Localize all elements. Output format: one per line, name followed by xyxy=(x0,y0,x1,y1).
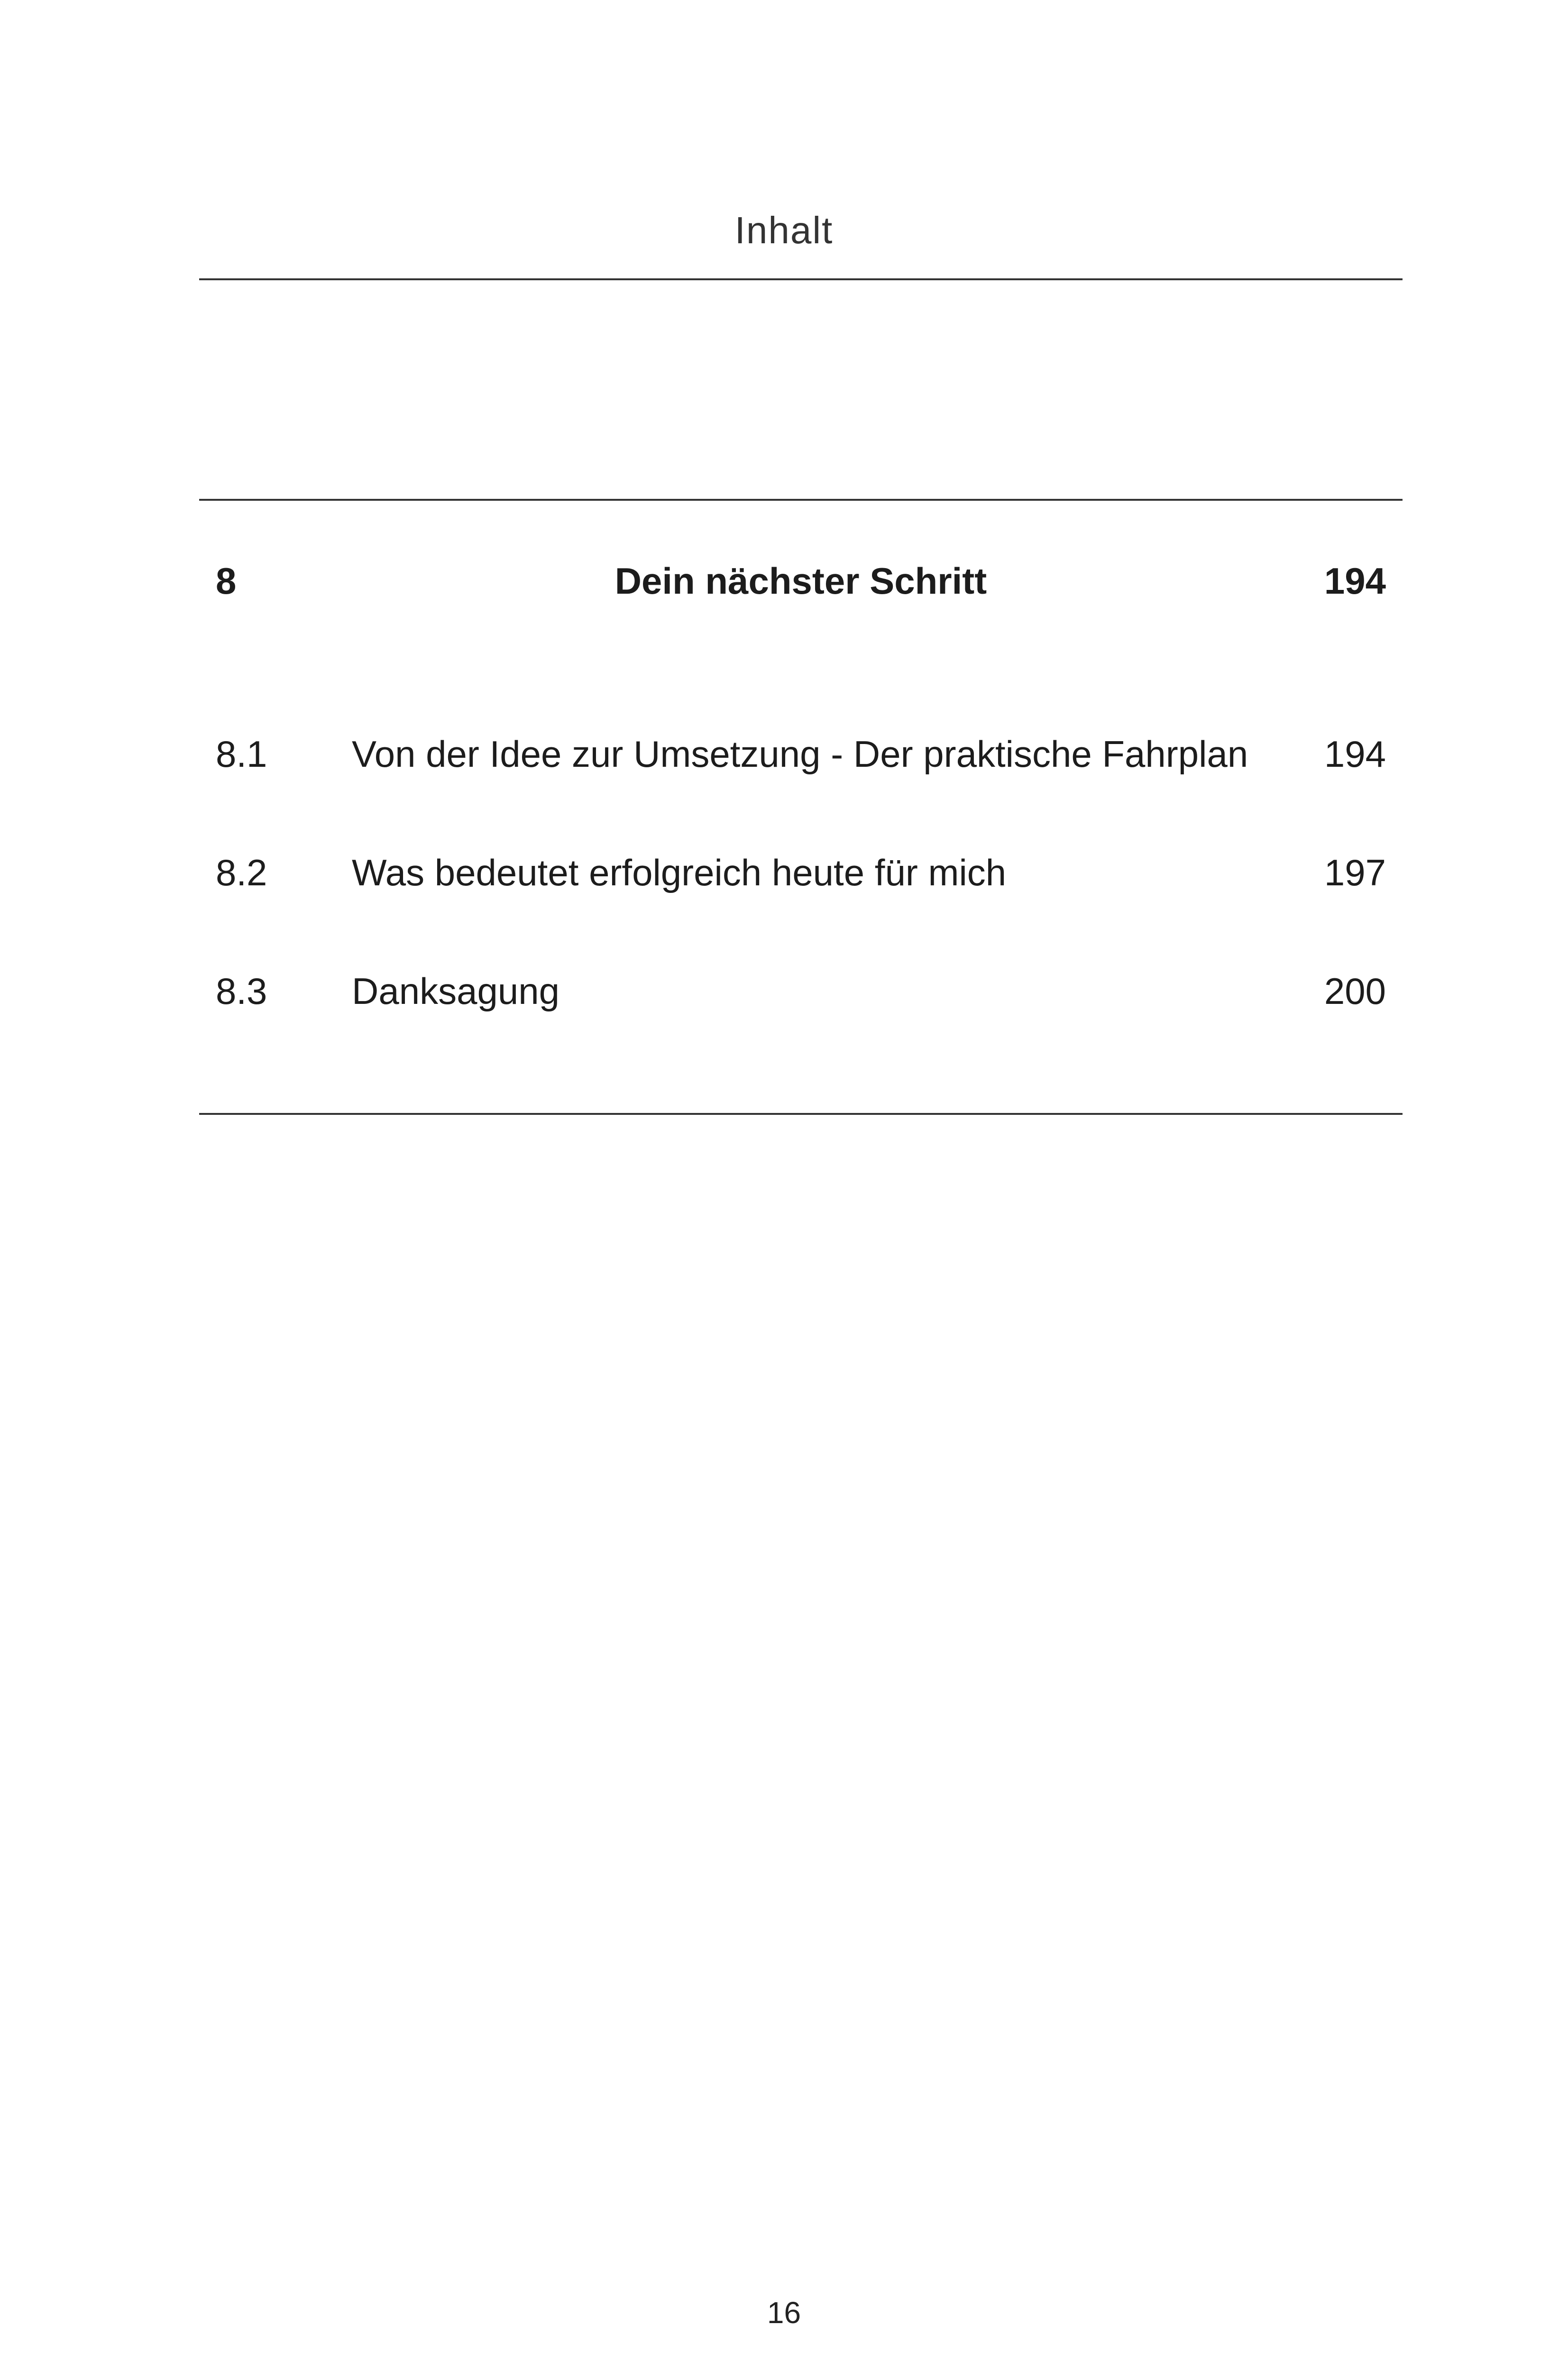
entry-page: 200 xyxy=(1324,970,1386,1012)
chapter-title: Dein nächster Schritt xyxy=(614,560,987,602)
entry-number: 8.2 xyxy=(216,852,267,893)
entry-page: 194 xyxy=(1324,733,1386,775)
entry-number: 8.1 xyxy=(216,733,267,775)
entry-title: Was bedeutet erfolgreich heute für mich xyxy=(352,852,1007,893)
toc-bottom-rule xyxy=(199,1113,1403,1115)
chapter-number: 8 xyxy=(216,560,237,602)
entry-title: Danksagung xyxy=(352,970,559,1012)
running-header-title: Inhalt xyxy=(734,209,834,251)
entry-page: 197 xyxy=(1324,852,1386,893)
page-number: 16 xyxy=(767,2296,801,2330)
toc-chapter-row xyxy=(199,555,1403,607)
entry-number: 8.3 xyxy=(216,970,267,1012)
toc-entry-row xyxy=(199,728,1403,780)
chapter-page: 194 xyxy=(1324,560,1386,602)
toc-entry-row xyxy=(199,965,1403,1017)
header-rule xyxy=(199,278,1403,280)
toc-entry-row xyxy=(199,846,1403,899)
entry-title: Von der Idee zur Umsetzung - Der praktische Fahrplan xyxy=(352,733,1248,775)
toc-top-rule xyxy=(199,499,1403,501)
